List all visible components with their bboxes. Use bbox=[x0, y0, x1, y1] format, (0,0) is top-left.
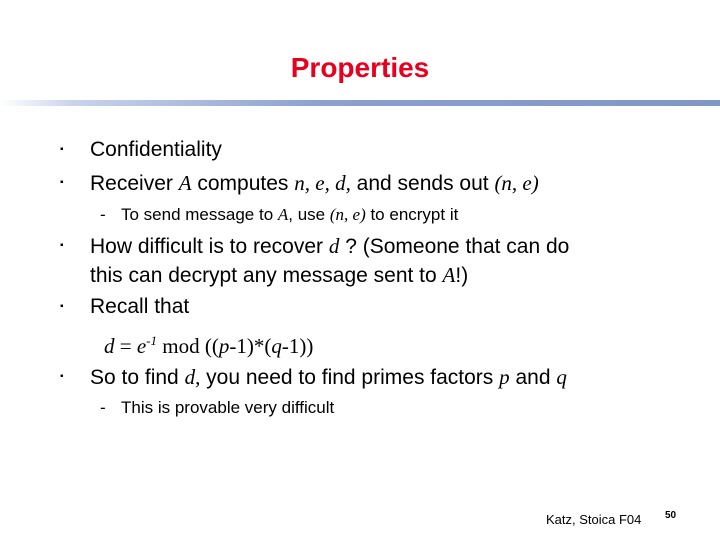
bullet-find-primes bbox=[90, 364, 567, 391]
text: computes bbox=[191, 172, 295, 195]
math-exponent: -1 bbox=[146, 333, 158, 348]
footer-credit: Katz, Stoica F04 bbox=[546, 512, 642, 527]
math-vars: n, e, d, bbox=[294, 171, 351, 195]
math-d: d bbox=[328, 234, 340, 258]
sub-bullet-marker: - bbox=[100, 398, 106, 417]
text: and sends out bbox=[350, 172, 495, 195]
bullet-receiver-computes bbox=[90, 170, 539, 197]
sub-bullet-marker: - bbox=[100, 205, 106, 224]
bullet-how-difficult-line1 bbox=[90, 233, 569, 260]
text: ? (Someone that can do bbox=[339, 235, 570, 258]
bullet-marker: ▪ bbox=[60, 371, 64, 382]
bullet-recall-that: Recall that bbox=[90, 295, 190, 318]
formula-d bbox=[104, 328, 313, 359]
text: and bbox=[509, 366, 557, 389]
math-close: -1)) bbox=[281, 334, 314, 358]
math-pair: (n, e) bbox=[494, 171, 539, 195]
math-p: p bbox=[218, 334, 230, 358]
math-p: p bbox=[499, 365, 510, 389]
math-q: q bbox=[271, 334, 282, 358]
text: To send message to bbox=[121, 205, 278, 224]
bullet-marker: ▪ bbox=[60, 177, 64, 188]
math-a: A bbox=[277, 205, 289, 224]
sub-bullet-provable: This is provable very difficult bbox=[121, 398, 335, 417]
bullet-marker: ▪ bbox=[60, 144, 64, 155]
sub-bullet-send-message bbox=[121, 204, 458, 226]
math-eq: = bbox=[114, 334, 137, 358]
text: !) bbox=[455, 264, 469, 287]
page-number: 50 bbox=[665, 510, 677, 521]
math-pair: (n, e) bbox=[329, 205, 366, 224]
text: you need to find primes factors bbox=[200, 366, 500, 389]
slide-title: Properties bbox=[290, 52, 430, 83]
math-minus-one: -1)*( bbox=[229, 334, 272, 358]
bullet-how-difficult-line2 bbox=[90, 262, 468, 289]
math-e: e bbox=[136, 334, 147, 358]
math-d: d bbox=[104, 334, 115, 358]
bullet-marker: ▪ bbox=[60, 301, 64, 312]
math-a: A bbox=[442, 263, 456, 287]
text: , use bbox=[288, 205, 330, 224]
bullet-confidentiality: Confidentiality bbox=[90, 138, 222, 161]
math-d: d, bbox=[184, 365, 201, 389]
text: Receiver bbox=[90, 172, 179, 195]
math-mod: mod (( bbox=[157, 334, 219, 358]
text: How difficult is to recover bbox=[90, 235, 329, 258]
text: So to find bbox=[90, 366, 185, 389]
math-q: q bbox=[556, 365, 567, 389]
text: to encrypt it bbox=[365, 205, 459, 224]
title-underline-bar bbox=[0, 100, 720, 106]
bullet-marker: ▪ bbox=[60, 240, 64, 251]
math-a: A bbox=[178, 171, 192, 195]
text: this can decrypt any message sent to bbox=[90, 264, 443, 287]
